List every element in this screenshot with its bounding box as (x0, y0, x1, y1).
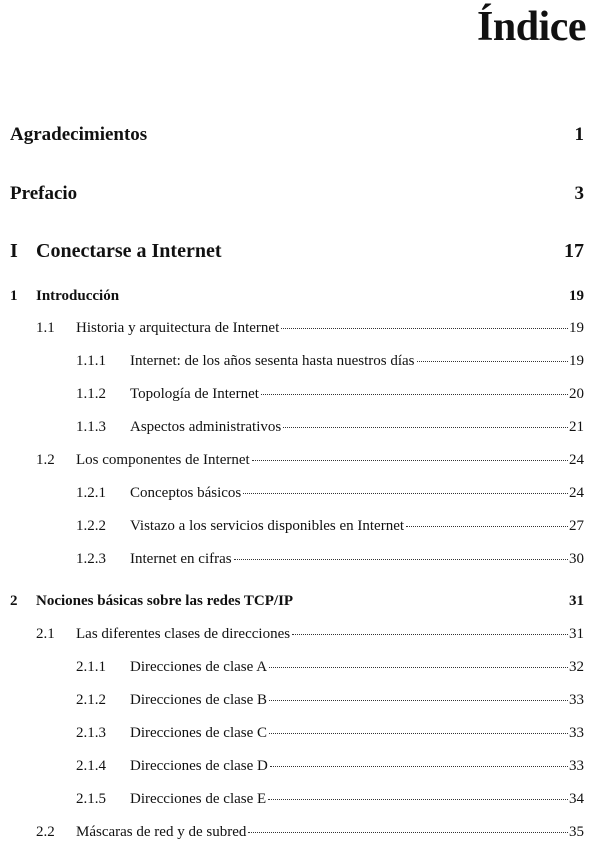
toc-section-label: Los componentes de Internet (76, 452, 250, 468)
toc-section-line (76, 320, 584, 337)
page-title: Índice (476, 4, 586, 50)
toc-subsection-line (130, 758, 584, 775)
dot-leader (417, 361, 568, 362)
toc-subsection-number: 1.2.1 (76, 485, 106, 501)
toc-section-line (76, 824, 584, 841)
toc-subsection-label: Direcciones de clase B (130, 692, 268, 708)
dot-leader (283, 427, 568, 428)
toc-subsection-page: 24 (569, 485, 584, 501)
dot-leader (270, 766, 568, 767)
dot-leader (269, 667, 568, 668)
toc-subsection-page: 33 (569, 758, 584, 774)
toc-section-page: 31 (569, 626, 584, 642)
toc-subsection-page: 20 (569, 386, 584, 402)
toc-subsection-page: 19 (569, 353, 584, 369)
dot-leader (252, 460, 568, 461)
toc-subsection-page: 27 (569, 518, 584, 534)
toc-subsection-page: 21 (569, 419, 584, 435)
toc-subsection-number: 2.1.1 (76, 659, 106, 675)
dot-leader (281, 328, 568, 329)
toc-section-label: Las diferentes clases de direcciones (76, 626, 291, 642)
toc-subsection-page: 34 (569, 791, 584, 807)
toc-subsection-line (130, 551, 584, 568)
toc-subsection-label: Direcciones de clase A (130, 659, 268, 675)
toc-section-number: 1.2 (36, 452, 55, 468)
toc-chapter-number: 1 (10, 288, 18, 304)
toc-subsection-number: 1.1.3 (76, 419, 106, 435)
toc-subsection-number: 1.1.1 (76, 353, 106, 369)
toc-subsection-line (130, 692, 584, 709)
toc-subsection-number: 1.2.3 (76, 551, 106, 567)
toc-subsection-number: 2.1.5 (76, 791, 106, 807)
toc-subsection-line (130, 419, 584, 436)
toc-subsection-line (130, 518, 584, 535)
toc-subsection-label: Conceptos básicos (130, 485, 242, 501)
toc-subsection-number: 2.1.2 (76, 692, 106, 708)
toc-subsection-line (130, 659, 584, 676)
toc-section-number: 2.1 (36, 626, 55, 642)
toc-subsection-label: Internet: de los años sesenta hasta nuestros días (130, 353, 415, 369)
toc-subsection-page: 33 (569, 692, 584, 708)
toc-chapter-page: 31 (569, 593, 584, 609)
toc-subsection-page: 32 (569, 659, 584, 675)
toc-chapter-number: 2 (10, 593, 18, 609)
toc-section-number: 2.2 (36, 824, 55, 840)
toc-section-page: 35 (569, 824, 584, 840)
toc-subsection-page: 30 (569, 551, 584, 567)
toc-section-label: Historia y arquitectura de Internet (76, 320, 280, 336)
toc-entry-label: Prefacio (10, 183, 78, 204)
toc-subsection-number: 2.1.3 (76, 725, 106, 741)
toc-subsection-number: 1.1.2 (76, 386, 106, 402)
toc-subsection-label: Direcciones de clase C (130, 725, 268, 741)
dot-leader (234, 559, 568, 560)
toc-section-page: 24 (569, 452, 584, 468)
toc-subsection-line (130, 485, 584, 502)
toc-subsection-label: Vistazo a los servicios disponibles en Internet (130, 518, 405, 534)
dot-leader (269, 733, 568, 734)
toc-chapter-label: Introducción (36, 288, 120, 304)
toc-subsection-label: Internet en cifras (130, 551, 232, 567)
dot-leader (269, 700, 568, 701)
toc-subsection-page: 33 (569, 725, 584, 741)
dot-leader (261, 394, 568, 395)
toc-section-label: Máscaras de red y de subred (76, 824, 247, 840)
toc-subsection-label: Direcciones de clase D (130, 758, 268, 774)
toc-section-page: 19 (569, 320, 584, 336)
dot-leader (406, 526, 568, 527)
toc-part-number: I (10, 240, 18, 262)
toc-subsection-number: 2.1.4 (76, 758, 106, 774)
toc-subsection-line (130, 386, 584, 403)
toc-chapter-label: Nociones básicas sobre las redes TCP/IP (36, 593, 294, 609)
toc-entry-page: 1 (574, 124, 584, 145)
toc-subsection-number: 1.2.2 (76, 518, 106, 534)
toc-entry-page: 3 (574, 183, 584, 204)
toc-subsection-label: Topología de Internet (130, 386, 259, 402)
toc-chapter-page: 19 (569, 288, 584, 304)
toc-part-label: Conectarse a Internet (36, 240, 222, 262)
dot-leader (248, 832, 568, 833)
toc-subsection-line (130, 353, 584, 370)
dot-leader (292, 634, 568, 635)
toc-subsection-label: Aspectos administrativos (130, 419, 282, 435)
dot-leader (243, 493, 568, 494)
toc-subsection-label: Direcciones de clase E (130, 791, 267, 807)
toc-subsection-line (130, 725, 584, 742)
toc-part-page: 17 (564, 240, 584, 262)
toc-subsection-line (130, 791, 584, 808)
toc-section-line (76, 452, 584, 469)
toc-section-line (76, 626, 584, 643)
toc-entry-label: Agradecimientos (10, 124, 148, 145)
dot-leader (268, 799, 568, 800)
toc-section-number: 1.1 (36, 320, 55, 336)
